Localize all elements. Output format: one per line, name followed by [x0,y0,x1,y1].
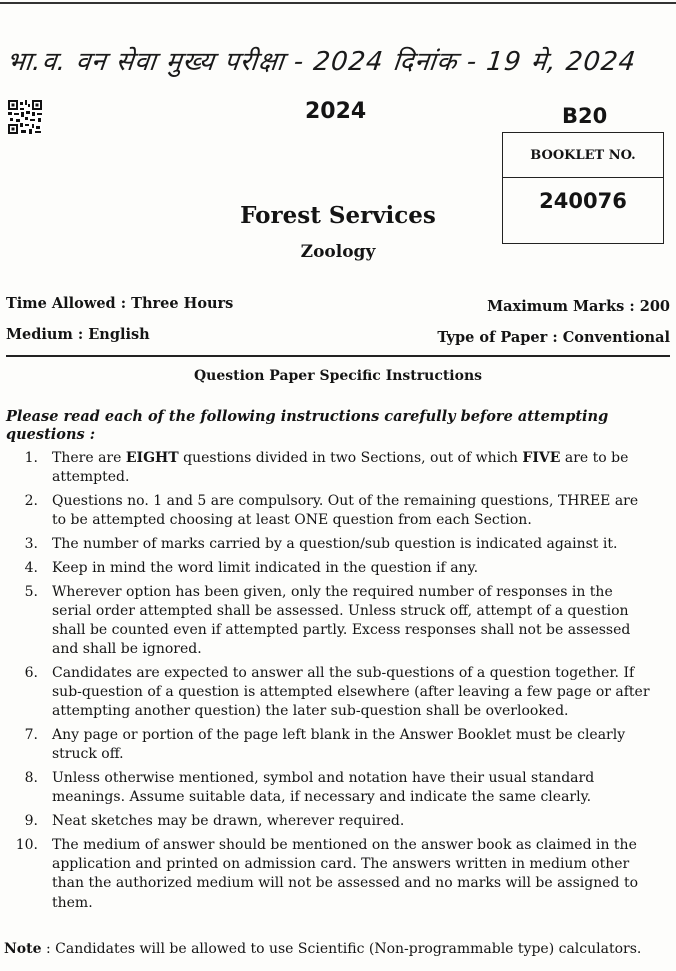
instruction-number: 9. [24,813,38,830]
instruction-text: The medium of answer should be mentioned on the answer book as claimed in the application and printed on admission card. The answers written in medium other than the authorized medium will not be assessed and no marks will be assigned to them. [52,837,638,911]
instruction-emphasis: FIVE [522,450,561,466]
instruction-text: Questions no. 1 and 5 are compulsory. Out of the remaining questions, THREE are to be attempted choosing at least ONE question from each Section. [52,493,639,529]
note-text: : Candidates will be allowed to use Scientific (Non-programmable type) calculators. [41,941,642,957]
maximum-marks: Maximum Marks : 200 [487,298,670,315]
instruction-item [0,559,676,578]
instruction-text: Any page or portion of the page left blank in the Answer Booklet must be clearly struck off. [52,727,626,763]
instruction-number: 4. [24,559,38,576]
exam-title: Forest Services [240,202,436,229]
instruction-text: Unless otherwise mentioned, symbol and notation have their usual standard meanings. Assume suitable data, if necessary and indicate the same clearly. [52,770,595,806]
instructions-list [0,449,676,917]
instruction-number: 1. [24,450,38,466]
instruction-item [0,583,676,660]
instruction-item [0,769,676,807]
time-allowed: Time Allowed : Three Hours [6,295,234,312]
instruction-text: Candidates are expected to answer all the sub-questions of a question together. If sub-question of a question is attempted elsewhere (after leaving a few page or after attempting another question) the later sub-question shall be overlooked. [52,665,650,720]
qr-code-icon [8,100,42,134]
subject-title: Zoology [300,242,376,262]
please-read-text: Please read each of the following instructions carefully before attempting questions : [6,408,609,443]
instruction-emphasis: EIGHT [125,450,179,466]
header-divider [6,355,670,357]
instruction-number: 8. [24,770,38,787]
instruction-text: The number of marks carried by a question/sub question is indicated against it. [52,536,618,552]
medium: Medium : English [6,326,150,343]
instructions-heading: Question Paper Specific Instructions [193,368,483,384]
instruction-number: 3. [24,536,38,552]
exam-year: 2024 [305,99,367,124]
paper-code: B20 [562,104,608,128]
instruction-item [0,726,676,764]
instruction-text: are to be attempted. [52,450,629,486]
instruction-text: Keep in mind the word limit indicated in the question if any. [52,559,479,576]
instruction-item [0,812,676,831]
instruction-text: There are [52,450,126,466]
instruction-text: questions divided in two Sections, out of which [178,450,523,466]
instruction-number: 6. [24,665,38,681]
instruction-item [0,492,676,530]
instruction-text: Wherever option has been given, only the required number of responses in the serial order attempted shall be assessed. Unless struck off, attempt of a question shall be counted even if attempted partly. Excess responses shall not be assessed and shall be ignored. [52,583,631,658]
instruction-text: Neat sketches may be drawn, wherever required. [52,813,405,830]
note-line [4,941,672,957]
instruction-item [0,836,676,913]
instruction-number: 7. [24,727,38,744]
handwritten-header: भा.व. वन सेवा मुख्य परीक्षा - 2024 दिनांक - 19 मे, 2024 [4,47,638,77]
type-of-paper: Type of Paper : Conventional [437,329,670,346]
instruction-number: 5. [24,583,38,600]
booklet-label: BOOKLET NO. [503,133,663,178]
instruction-item [0,664,676,722]
instruction-item [0,535,676,554]
note-label: Note [4,941,42,957]
top-border-line [0,2,676,4]
instruction-number: 10. [15,837,38,853]
instruction-item [0,449,676,487]
instruction-number: 2. [24,493,38,509]
booklet-number: 240076 [539,189,627,213]
